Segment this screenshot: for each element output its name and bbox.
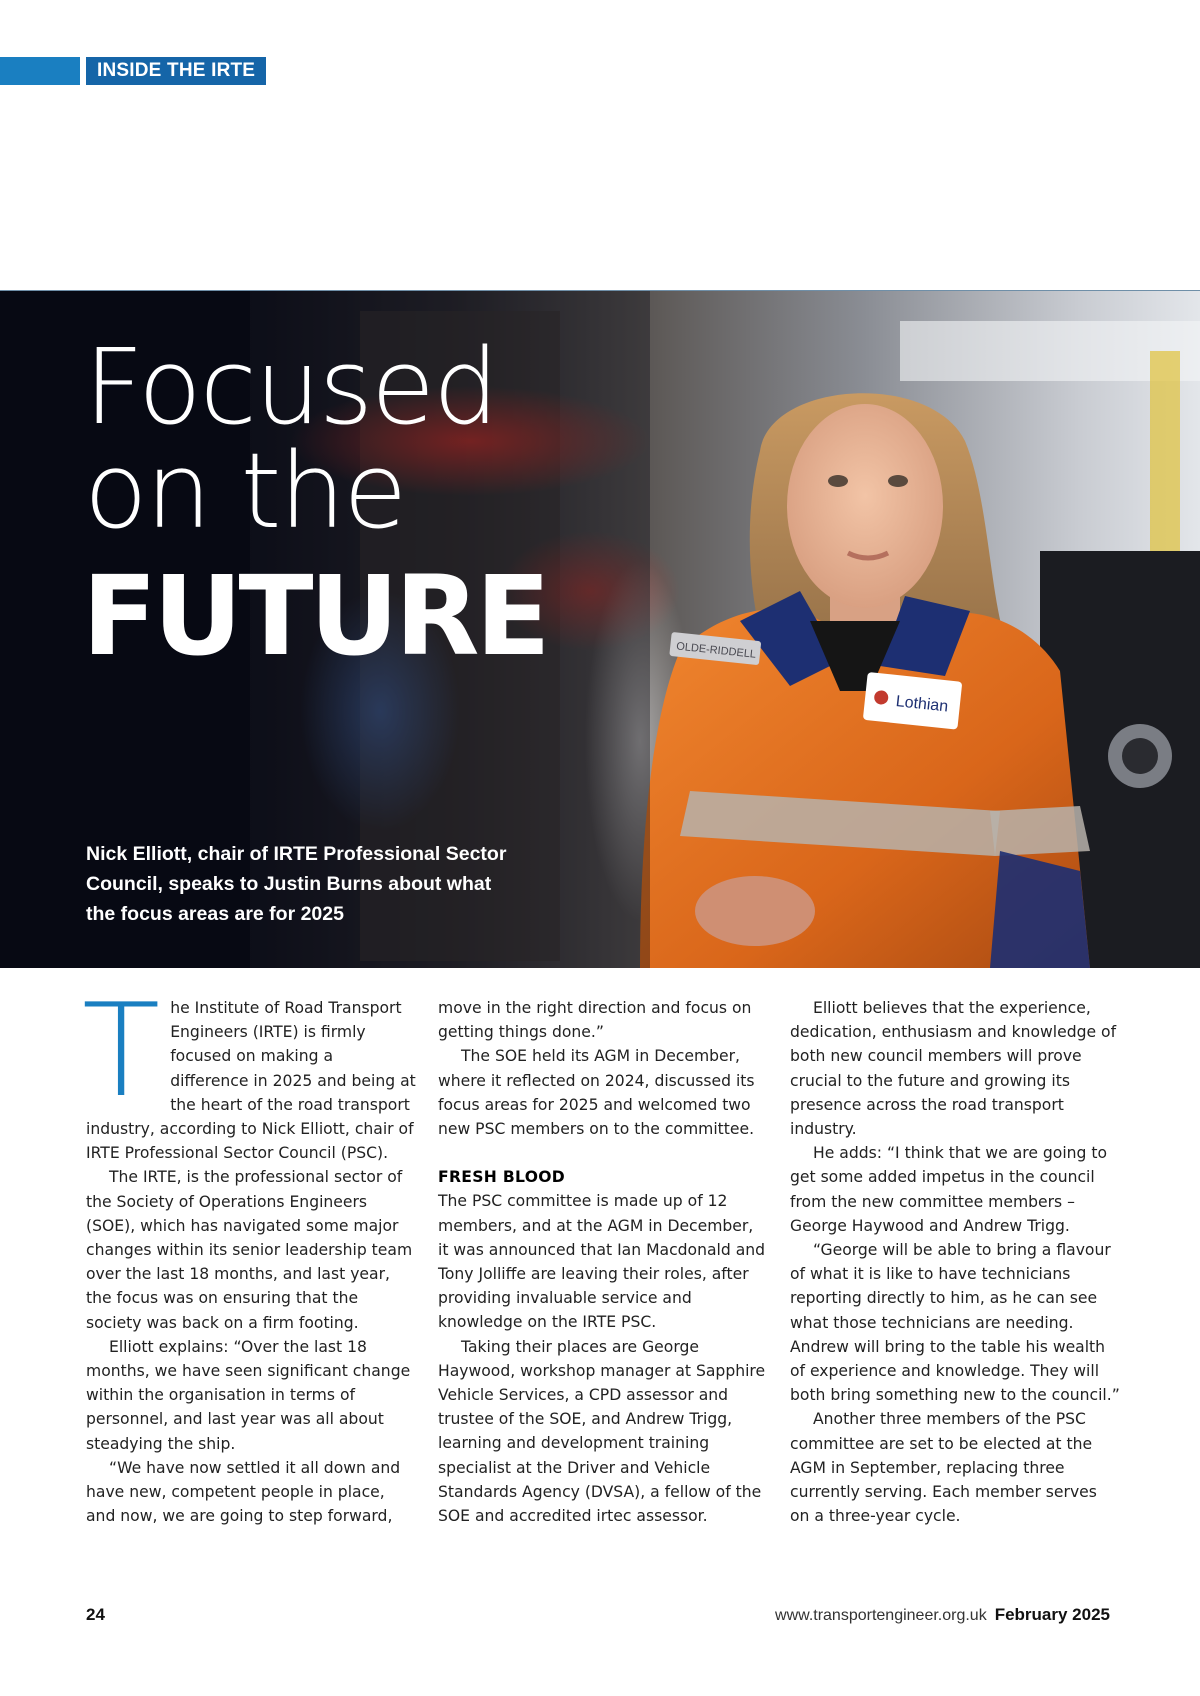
hands (695, 876, 815, 946)
drop-cap: T (82, 977, 161, 1126)
face (787, 404, 943, 608)
lothian-badge (863, 672, 962, 730)
footer-info (775, 1605, 1110, 1625)
paragraph: The IRTE, is the professional sector of the Society of Operations Engineers (SOE), which has navigated some major changes within its senior leadership team over the last 18 months, and last year, the focus was on ensuring that the society was back on a firm footing. (86, 1168, 413, 1332)
paragraph: Elliott believes that the experience, dedication, enthusiasm and knowledge of both new council members will prove crucial to the future and growing its presence across the road transport industry. (790, 999, 1117, 1139)
headline-line2: on the (84, 430, 406, 552)
svg-text:OLDE-RIDDELL: OLDE-RIDDELL (675, 640, 757, 661)
svg-text:Lothian: Lothian (895, 693, 949, 716)
paragraph: “George will be able to bring a flavour of what it is like to have technicians reporting directly to him, as he can see what those technicians are needing. Andrew will bring to the table his wealth of experience and knowledge. They will both bring something new to the council.” (790, 1241, 1120, 1405)
paragraph: Elliott explains: “Over the last 18 months, we have seen significant change within the organisation in terms of personnel, and last year was all about steadying the ship. (86, 1337, 411, 1453)
paragraph: Taking their places are George Haywood, workshop manager at Sapphire Vehicle Services, a CPD assessor and trustee of the SOE, and Andrew Trigg, learning and development training specialist at the Driver and Vehicle Standards Agency (DVSA), a fellow of the SOE and accredited irtec assessor. (438, 1337, 766, 1526)
standfirst: Nick Elliott, chair of IRTE Professional Sector Council, speaks to Justin Burns about what the focus areas are for 2025 (86, 843, 507, 925)
section-bar-accent (0, 57, 80, 85)
footer-url[interactable]: www.transportengineer.org.uk (775, 1607, 987, 1624)
subheading: FRESH BLOOD (438, 1168, 566, 1187)
headline-light (84, 326, 498, 552)
issue-date: February 2025 (994, 1605, 1110, 1624)
paragraph: The SOE held its AGM in December, where it reflected on 2024, discussed its focus areas for 2025 and welcomed two new PSC members on to the committee. (438, 1047, 755, 1139)
article-column-1 (82, 977, 416, 1528)
paragraph: Another three members of the PSC committee are set to be elected at the AGM in September, replacing three currently serving. Each member serves on a three-year cycle. (790, 1410, 1097, 1526)
headline-bold: FUTURE (82, 552, 547, 680)
section-tag: INSIDE THE IRTE (86, 57, 266, 85)
paragraph: The PSC committee is made up of 12 members, and at the AGM in December, it was announced that Ian Macdonald and Tony Jolliffe are leaving their roles, after providing invaluable service and knowledge on the IRTE PSC. (438, 1192, 766, 1332)
paragraph: he Institute of Road Transport Engineers (IRTE) is firmly focused on making a difference in 2025 and being at the heart of the road transport industry, according to Nick Elliott, chair of IRTE Professional Sector Council (PSC). (86, 999, 416, 1163)
page-number: 24 (86, 1605, 105, 1624)
paragraph: He adds: “I think that we are going to get some added impetus in the council from the new committee members – George Haywood and Andrew Trigg. (790, 1144, 1108, 1235)
paragraph: “We have now settled it all down and have new, competent people in place, and now, we are going to step forward, (86, 1458, 401, 1526)
paragraph: move in the right direction and focus on getting things done.” (438, 999, 752, 1042)
article-column-3 (790, 996, 1120, 1528)
headline-line1: Focused (84, 326, 498, 448)
article-column-2 (438, 996, 768, 1528)
